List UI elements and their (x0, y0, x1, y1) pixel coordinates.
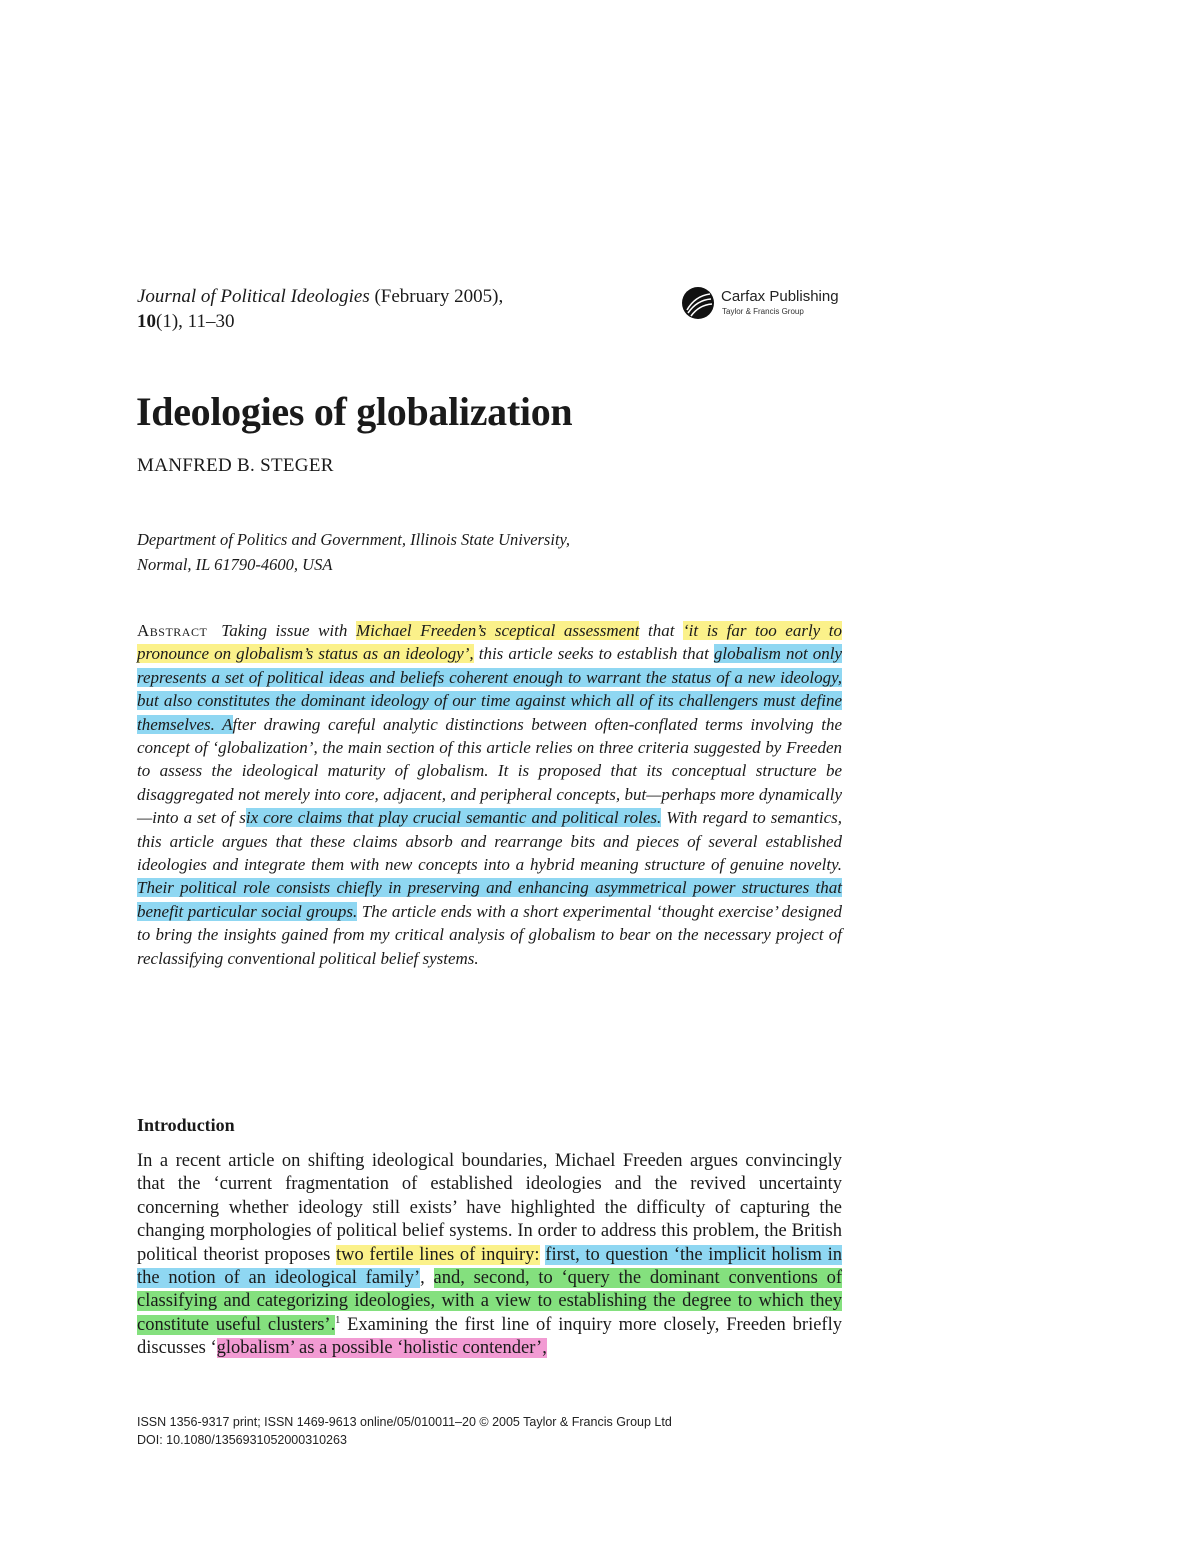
section-heading-introduction: Introduction (137, 1115, 235, 1135)
abstract-text: The article ends with a short experimental ‘thought exercise’ designed to bring the insights gained from my critical analysis of globalism to bear on the necessary project of reclassifying conventional political belief systems. (137, 901, 842, 968)
highlight-blue: globalism not only represents a set of political ideas and beliefs coherent enough to warrant the status of a new ideology, but also constitutes the dominant ideology of our time against which all of its challengers must define themselves. A (137, 644, 843, 734)
abstract-text: that (639, 621, 684, 640)
body-text: , (420, 1268, 434, 1289)
journal-name: Journal of Political Ideologies (137, 286, 370, 307)
article-title: Ideologies of globalization (136, 389, 573, 434)
abstract-text: fter drawing careful analytic distinctions between often-conflated terms involving the concept of ‘globalization’, the main section of this article relies on three criteria suggested by Freeden to assess the ideological maturity of globalism. It is proposed that its conceptual structure be disaggregated not merely into core, adjacent, and peripheral concepts, but—perhaps more dynamically—into a set of s (137, 714, 842, 828)
abstract-text: this article seeks to establish that (473, 644, 714, 664)
publisher-name: Carfax Publishing (721, 288, 839, 305)
doi-line: DOI: 10.1080/1356931052000310263 (137, 1433, 347, 1447)
abstract-paragraph (137, 619, 842, 970)
body-text: In a recent article on shifting ideological boundaries, Michael Freeden argues convincingly that the ‘current fragmentation of established ideologies and the revived uncertainty concerning whether ideology still exists’ have highlighted the difficulty of capturing the changing morphologies of political belief systems. In order to address this problem, the British political theorist proposes (137, 1151, 842, 1265)
highlight-pink: globalism’ as a possible ‘holistic contender’, (216, 1338, 547, 1359)
introduction-paragraph (137, 1150, 842, 1361)
body-text: Examining the first line of inquiry more closely, Freeden briefly discusses ‘ (137, 1314, 842, 1359)
carfax-logo-icon (681, 286, 715, 320)
publisher-group: Taylor & Francis Group (722, 307, 804, 316)
highlight-blue: first, to question ‘the implicit holism in the notion of an ideological family’ (137, 1244, 843, 1289)
citation-line-1 (137, 284, 503, 309)
highlight-yellow: Michael Freeden’s sceptical assessment (355, 621, 640, 640)
author-affiliation (137, 527, 570, 577)
issue-pages: (1), 11–30 (156, 311, 235, 332)
affiliation-line-2: Normal, IL 61790-4600, USA (137, 555, 333, 574)
publisher-block (681, 286, 851, 322)
abstract-label: Abstract (137, 621, 208, 640)
issn-line: ISSN 1356-9317 print; ISSN 1469-9613 online/05/010011–20 © 2005 Taylor & Francis Group Ltd (137, 1415, 672, 1429)
page-footer (137, 1413, 672, 1449)
issue-date: (February 2005), (374, 286, 504, 307)
abstract-text: With regard to semantics, this article argues that these claims absorb and rearrange bits and pieces of several established ideologies and integrate them with new concepts into a hybrid meaning structure of genuine novelty. (137, 808, 842, 875)
highlight-green: and, second, to ‘query the dominant conventions of classifying and categorizing ideologies, with a view to establishing the degree to which they constitute useful clusters’. (137, 1268, 842, 1335)
journal-citation (137, 284, 503, 334)
author-name: MANFRED B. STEGER (137, 455, 334, 476)
footnote-marker[interactable]: 1 (335, 1314, 341, 1326)
volume-number: 10 (137, 311, 156, 332)
highlight-yellow: two fertile lines of inquiry: (335, 1244, 540, 1265)
affiliation-line-1: Department of Politics and Government, Illinois State University, (137, 530, 571, 549)
highlight-yellow: ‘it is far too early to pronounce on globalism’s status as an ideology’, (137, 621, 843, 664)
highlight-blue: ix core claims that play crucial semantic and political roles. (245, 808, 662, 828)
highlight-blue: Their political role consists chiefly in preserving and enhancing asymmetrical power structures that benefit particular social groups. (137, 878, 842, 921)
abstract-text: Taking issue with (221, 621, 356, 640)
citation-line-2 (137, 309, 503, 334)
